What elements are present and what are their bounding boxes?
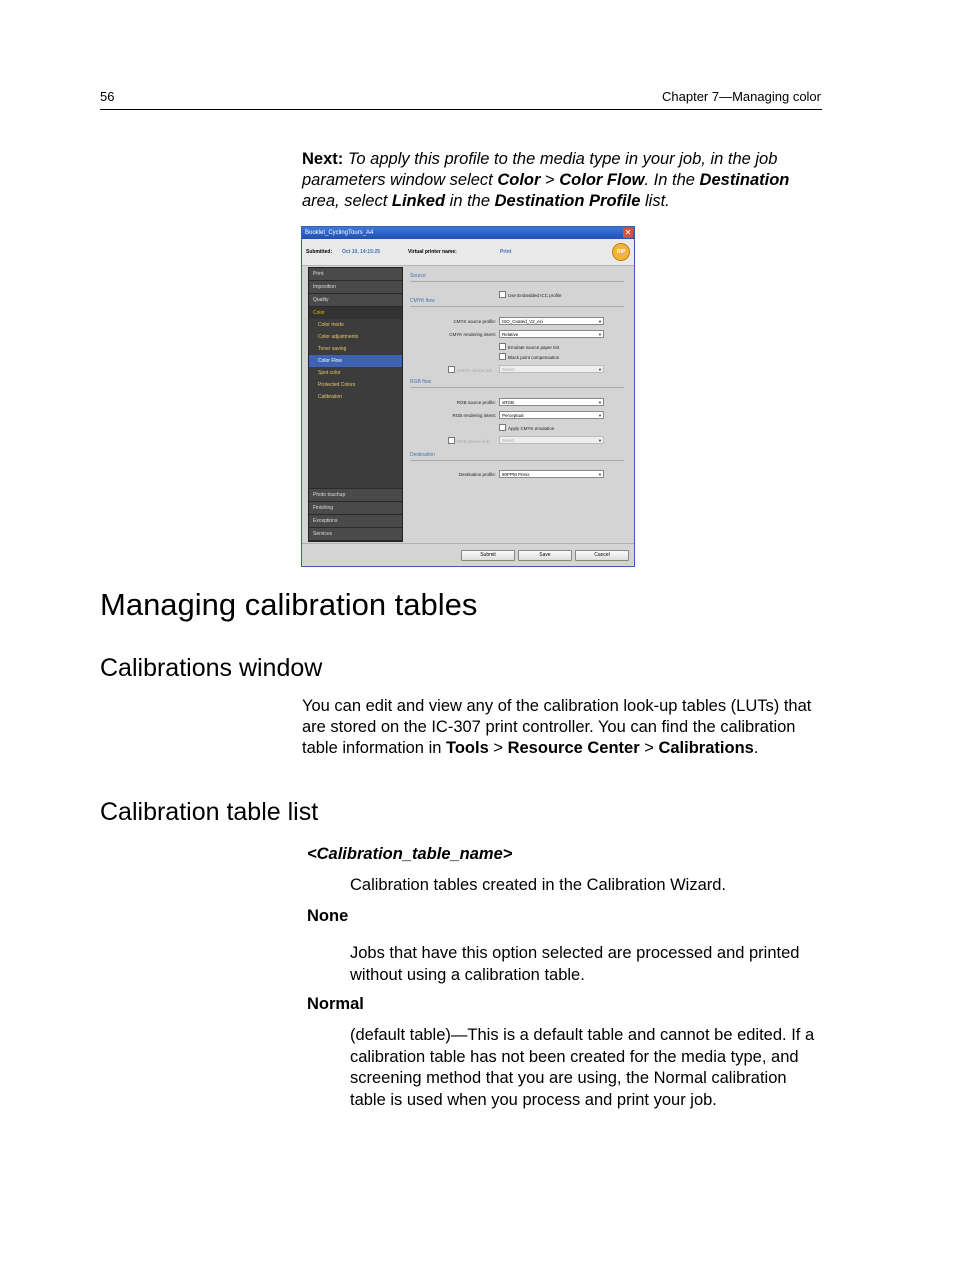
sidebar-item-color[interactable]: Color — [309, 307, 402, 319]
destination-profile-dropdown[interactable]: 80PPM Press ▼ — [499, 470, 604, 478]
next-bold-4: Linked — [391, 192, 446, 210]
sidebar-sub-protected-colors[interactable]: Protected Colors — [318, 382, 356, 388]
sidebar-item-exceptions[interactable]: Exceptions — [309, 515, 402, 528]
rgb-divider — [410, 387, 624, 388]
sidebar-sub-spot-color[interactable]: Spot color — [318, 370, 341, 376]
next-bold-2: Color Flow — [559, 171, 645, 189]
window-text-4: . — [753, 739, 759, 757]
sidebar-sub-color-adjustments[interactable]: Color adjustments — [318, 334, 359, 340]
window-title: Booklet_CyclingTours_A4 — [305, 230, 374, 236]
next-note — [302, 149, 822, 212]
cmyk-device-link-dropdown[interactable]: Select ▼ — [499, 365, 604, 373]
window-text-2: > — [488, 739, 508, 757]
save-button[interactable]: Save — [518, 550, 572, 561]
submitted-value: Oct 10, 14:15:25 — [342, 249, 381, 255]
cancel-button[interactable]: Cancel — [575, 550, 629, 561]
sidebar-item-quality[interactable]: Quality — [309, 294, 402, 307]
header-rule — [100, 109, 822, 110]
sidebar-item-services[interactable]: Services — [309, 528, 402, 541]
apply-cmyk-emulation-checkbox[interactable]: Apply CMYK emulation — [499, 424, 554, 431]
window-titlebar — [302, 227, 634, 239]
rgb-device-link-checkbox[interactable]: RGB device link — [448, 437, 489, 444]
next-text-2: > — [540, 171, 560, 189]
sidebar-sub-color-flow[interactable]: Color Flow — [309, 355, 402, 367]
rgb-source-dropdown[interactable]: sRGB ▼ — [499, 398, 604, 406]
virtual-printer-label: Virtual printer name: — [408, 249, 457, 255]
parameters-sidebar — [308, 267, 403, 542]
sidebar-bottom-group — [309, 488, 402, 541]
rgb-intent-dropdown[interactable]: Perceptual ▼ — [499, 411, 604, 419]
page-number: 56 — [100, 89, 115, 104]
sidebar-item-print[interactable]: Print — [309, 268, 402, 281]
window-bold-calibrations: Calibrations — [658, 739, 754, 757]
term-none: None — [307, 907, 349, 925]
next-lead: Next: — [302, 150, 344, 168]
use-icc-checkbox[interactable]: Use Embedded ICC profile — [499, 291, 562, 298]
cmyk-flow-section-title: CMYK flow — [410, 298, 435, 304]
next-bold-5: Destination Profile — [494, 192, 641, 210]
cmyk-source-dropdown[interactable]: ISO_Coated_V2_eci ▼ — [499, 317, 604, 325]
black-point-checkbox[interactable]: Black point compensation — [499, 353, 559, 360]
window-footer — [302, 543, 634, 566]
chapter-title: Chapter 7—Managing color — [662, 89, 821, 104]
sidebar-sub-toner-saving[interactable]: Toner saving — [318, 346, 347, 352]
sidebar-item-finishing[interactable]: Finishing — [309, 502, 402, 515]
cmyk-intent-dropdown[interactable]: Relative ▼ — [499, 330, 604, 338]
term-normal: Normal — [307, 995, 364, 1013]
next-text-3: . In the — [644, 171, 700, 189]
next-text-4: area, select — [302, 192, 392, 210]
cmyk-intent-label: CMYK rendering intent: — [449, 332, 496, 337]
rgb-device-link-dropdown[interactable]: Select ▼ — [499, 436, 604, 444]
next-text-1: To apply this profile to the media type in your job, in the job parameters window select — [302, 150, 778, 189]
def-calibration-table-name: Calibration tables created in the Calibration Wizard. — [350, 876, 727, 894]
next-text-6: list. — [640, 192, 670, 210]
source-section-title: Source — [410, 273, 426, 279]
sidebar-sub-color-mode[interactable]: Color mode — [318, 322, 344, 328]
close-icon[interactable]: ✕ — [624, 228, 632, 237]
calibration-list-heading: Calibration table list — [100, 798, 319, 826]
def-none: Jobs that have this option selected are processed and printed without using a calibration table. — [350, 944, 800, 984]
cmyk-source-label: CMYK source profile: — [453, 319, 496, 324]
next-bold-1: Color — [497, 171, 541, 189]
window-text-1: You can edit and view any of the calibration look-up tables (LUTs) that are stored on the IC-307 print controller. You can find the calibration table information in — [302, 697, 812, 757]
submit-button[interactable]: Submit — [461, 550, 515, 561]
color-flow-panel — [406, 267, 628, 540]
sidebar-sub-calibration[interactable]: Calibration — [318, 394, 342, 400]
job-info-bar — [302, 239, 634, 266]
calibrations-window-heading: Calibrations window — [100, 654, 323, 682]
window-bold-tools: Tools — [446, 739, 489, 757]
destination-profile-label: Destination profile: — [458, 472, 496, 477]
destination-divider — [410, 460, 624, 461]
sidebar-item-photo-touchup[interactable]: Photo touchup — [309, 488, 402, 502]
window-text-3: > — [639, 739, 659, 757]
next-text-5: in the — [445, 192, 495, 210]
emulate-paper-checkbox[interactable]: Emulate source paper tint — [499, 343, 559, 350]
submitted-label: Submitted: — [306, 249, 333, 255]
destination-section-title: Destination — [410, 452, 436, 458]
rgb-flow-section-title: RGB flow — [410, 379, 432, 385]
term-calibration-table-name: <Calibration_table_name> — [307, 845, 513, 863]
calibrations-window-paragraph — [302, 696, 822, 759]
sidebar-item-imposition[interactable]: Imposition — [309, 281, 402, 294]
def-normal: (default table)—This is a default table and cannot be edited. If a calibration table has not been created for the media type, and screening method that you are using, the Normal calibration table is used when you process and print your job. — [350, 1026, 815, 1109]
section-heading: Managing calibration tables — [100, 587, 478, 622]
rgb-source-label: RGB source profile: — [456, 400, 496, 405]
cmyk-device-link-checkbox[interactable]: CMYK device link — [448, 366, 492, 373]
job-parameters-window — [301, 226, 635, 567]
window-bold-resource-center: Resource Center — [507, 739, 640, 757]
source-divider — [410, 281, 624, 282]
rip-icon[interactable]: RIP — [612, 243, 630, 261]
virtual-printer-value: Print — [500, 249, 512, 255]
cmyk-divider — [410, 306, 624, 307]
rgb-intent-label: RGB rendering intent: — [452, 413, 496, 418]
next-bold-3: Destination — [699, 171, 790, 189]
